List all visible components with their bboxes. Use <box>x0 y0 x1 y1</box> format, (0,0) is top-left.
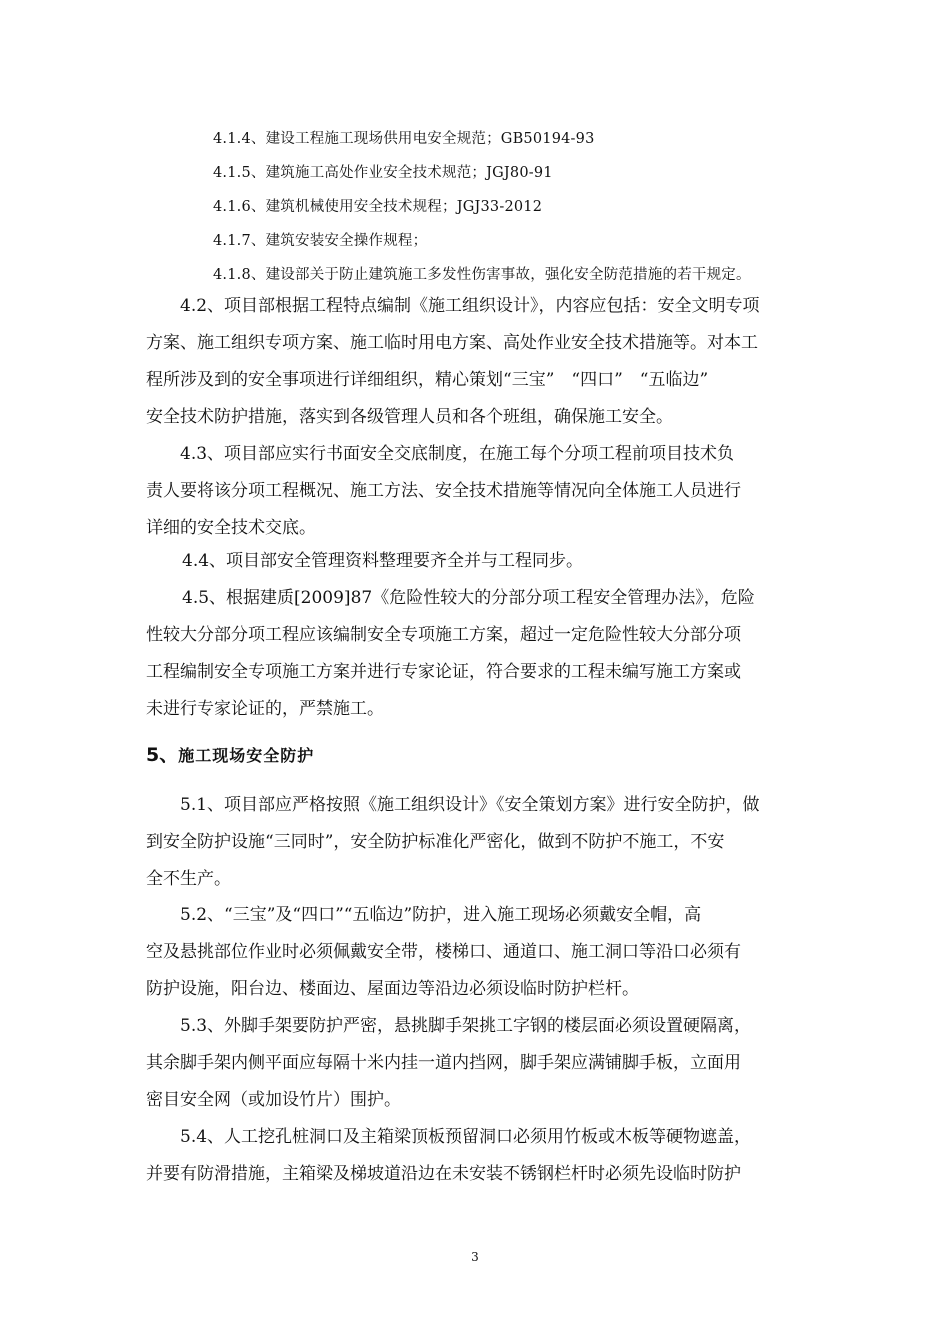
paragraph-5-1 <box>146 787 811 898</box>
reference-item: 4.1.4、建设工程施工现场供用电安全规范；GB50194-93 <box>213 131 595 147</box>
paragraph-4-5 <box>146 580 811 728</box>
paragraph-5-3 <box>146 1008 811 1119</box>
paragraph-line: 4.4、项目部安全管理资料整理要齐全并与工程同步。 <box>182 551 584 571</box>
paragraph-line: 并要有防滑措施，主箱梁及梯坡道沿边在未安装不锈钢栏杆时必须先设临时防护 <box>146 1164 741 1184</box>
paragraph-4-3 <box>146 436 811 547</box>
paragraph-line: 空及悬挑部位作业时必须佩戴安全带，楼梯口、通道口、施工洞口等沿口必须有 <box>146 942 741 962</box>
paragraph-line: 5.4、人工挖孔桩洞口及主箱梁顶板预留洞口必须用竹板或木板等硬物遮盖， <box>180 1127 752 1147</box>
paragraph-line: 未进行专家论证的，严禁施工。 <box>146 699 384 719</box>
paragraph-line: 责人要将该分项工程概况、施工方法、安全技术措施等情况向全体施工人员进行 <box>146 481 741 501</box>
section-title: 施工现场安全防护 <box>178 746 315 765</box>
paragraph-4-4 <box>146 543 811 580</box>
paragraph-5-2 <box>146 897 811 1008</box>
paragraph-line: 5.3、外脚手架要防护严密，悬挑脚手架挑工字钢的楼层面必须设置硬隔离， <box>180 1016 752 1036</box>
reference-item: 4.1.6、建筑机械使用安全技术规程；JGJ33-2012 <box>213 199 543 215</box>
paragraph-line: 4.5、根据建质[2009]87《危险性较大的分部分项工程安全管理办法》，危险 <box>182 588 755 608</box>
paragraph-5-4 <box>146 1119 811 1193</box>
section-number: 5、 <box>146 744 179 766</box>
page-number: 3 <box>471 1250 479 1264</box>
paragraph-line: 方案、施工组织专项方案、施工临时用电方案、高处作业安全技术措施等。对本工 <box>146 333 758 353</box>
paragraph-line: 性较大分部分项工程应该编制安全专项施工方案，超过一定危险性较大分部分项 <box>146 625 741 645</box>
reference-item: 4.1.7、建筑安装安全操作规程； <box>213 233 428 249</box>
paragraph-line: 4.3、项目部应实行书面安全交底制度，在施工每个分项工程前项目技术负 <box>180 444 735 464</box>
paragraph-line: 密目安全网（或加设竹片）围护。 <box>146 1090 401 1110</box>
paragraph-line: 其余脚手架内侧平面应每隔十米内挂一道内挡网，脚手架应满铺脚手板，立面用 <box>146 1053 741 1073</box>
reference-item: 4.1.5、建筑施工高处作业安全技术规范；JGJ80-91 <box>213 165 553 181</box>
section-heading <box>146 740 314 767</box>
paragraph-line: 安全技术防护措施，落实到各级管理人员和各个班组，确保施工安全。 <box>146 407 673 427</box>
paragraph-line: 5.1、项目部应严格按照《施工组织设计》《安全策划方案》进行安全防护，做 <box>180 795 760 815</box>
paragraph-line: 工程编制安全专项施工方案并进行专家论证，符合要求的工程未编写施工方案或 <box>146 662 741 682</box>
paragraph-line: 5.2、“三宝”及“四口”“五临边”防护，进入施工现场必须戴安全帽，高 <box>180 905 702 925</box>
paragraph-line: 详细的安全技术交底。 <box>146 518 316 538</box>
paragraph-line: 防护设施，阳台边、楼面边、屋面边等沿边必须设临时防护栏杆。 <box>146 979 639 999</box>
paragraph-line: 到安全防护设施“三同时”，安全防护标准化严密化，做到不防护不施工，不安 <box>146 832 725 852</box>
paragraph-line: 程所涉及到的安全事项进行详细组织，精心策划“三宝” “四口” “五临边” <box>146 370 709 390</box>
paragraph-line: 全不生产。 <box>146 869 231 889</box>
reference-item: 4.1.8、建设部关于防止建筑施工多发性伤害事故，强化安全防范措施的若干规定。 <box>213 267 751 283</box>
paragraph-4-2 <box>146 288 811 436</box>
paragraph-line: 4.2、项目部根据工程特点编制《施工组织设计》，内容应包括：安全文明专项 <box>180 296 760 316</box>
